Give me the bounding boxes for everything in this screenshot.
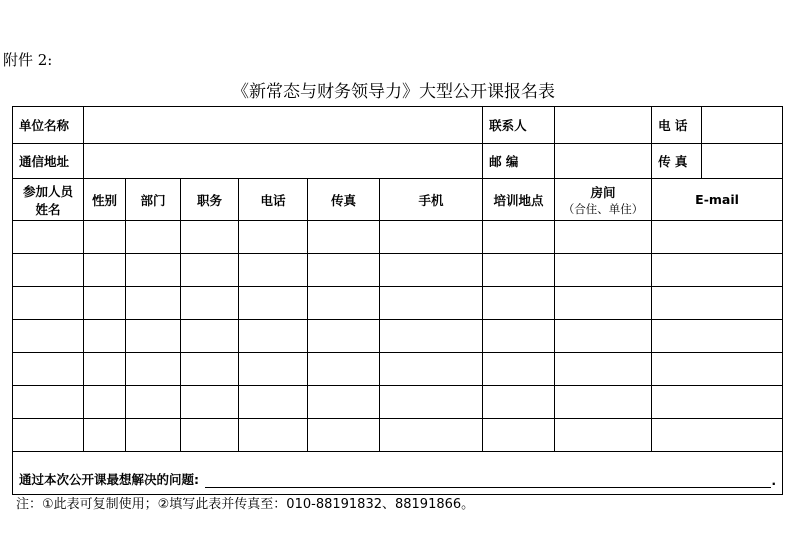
attachment-label: 附件 2: bbox=[3, 51, 53, 69]
contact-label: 联系人 bbox=[483, 107, 555, 144]
header-row bbox=[13, 179, 783, 221]
col-room bbox=[555, 179, 652, 221]
postcode-field[interactable] bbox=[555, 144, 652, 179]
table-row bbox=[13, 386, 783, 419]
table-row bbox=[13, 221, 783, 254]
col-phone: 电话 bbox=[239, 179, 308, 221]
contact-field[interactable] bbox=[555, 107, 652, 144]
phone-label: 电 话 bbox=[652, 107, 702, 144]
col-name-line1: 参加人员 bbox=[22, 183, 73, 199]
unit-name-field[interactable] bbox=[84, 107, 483, 144]
col-mobile: 手机 bbox=[380, 179, 483, 221]
col-room-line1: 房间 bbox=[590, 184, 616, 200]
unit-name-label: 单位名称 bbox=[13, 107, 84, 144]
question-cell[interactable] bbox=[13, 452, 783, 495]
address-field[interactable] bbox=[84, 144, 483, 179]
table-row bbox=[13, 254, 783, 287]
col-gender: 性别 bbox=[84, 179, 126, 221]
question-answer-line[interactable] bbox=[205, 486, 771, 488]
col-department: 部门 bbox=[126, 179, 181, 221]
col-location: 培训地点 bbox=[483, 179, 555, 221]
table-row bbox=[13, 287, 783, 320]
col-room-line2: （合住、单住） bbox=[562, 201, 644, 216]
question-label: 通过本次公开课最想解决的问题: bbox=[19, 472, 199, 487]
registration-table bbox=[12, 106, 783, 495]
address-label: 通信地址 bbox=[13, 144, 84, 179]
info-row-unit bbox=[13, 107, 783, 144]
table-row bbox=[13, 320, 783, 353]
col-position: 职务 bbox=[181, 179, 239, 221]
footnote: 注：①此表可复制使用；②填写此表并传真至：010-88191832、88191866。 bbox=[16, 497, 475, 512]
col-name-line2: 姓名 bbox=[35, 201, 61, 217]
table-row bbox=[13, 353, 783, 386]
info-row-address bbox=[13, 144, 783, 179]
phone-field[interactable] bbox=[702, 107, 783, 144]
question-end-mark: . bbox=[771, 473, 777, 488]
col-fax: 传真 bbox=[308, 179, 380, 221]
col-name bbox=[13, 179, 84, 221]
fax-field[interactable] bbox=[702, 144, 783, 179]
table-row bbox=[13, 419, 783, 452]
form-title: 《新常态与财务领导力》大型公开课报名表 bbox=[232, 82, 555, 102]
question-row bbox=[13, 452, 783, 495]
postcode-label: 邮 编 bbox=[483, 144, 555, 179]
col-email: E-mail bbox=[652, 179, 783, 221]
fax-label: 传 真 bbox=[652, 144, 702, 179]
